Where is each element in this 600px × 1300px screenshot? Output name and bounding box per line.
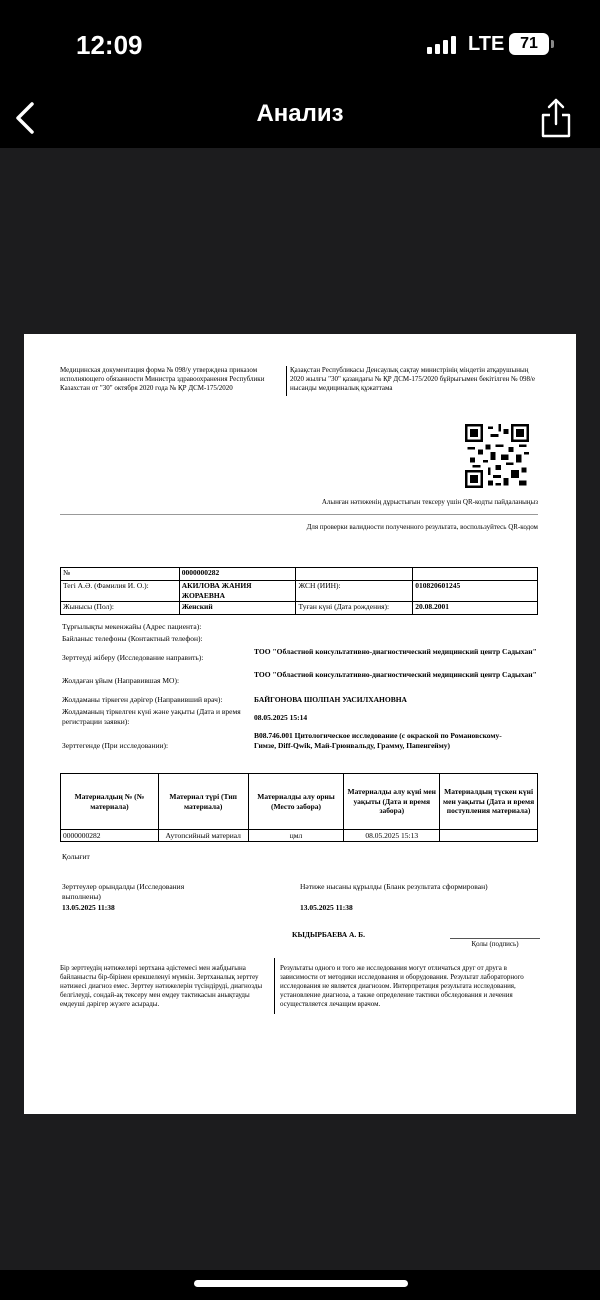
patient-name-value: АКИЛОВА ЖАНИЯ ЖОРАЕВНА: [179, 581, 296, 602]
formed-value: 13.05.2025 11:38: [300, 903, 353, 912]
registration-value: 08.05.2025 15:14: [254, 713, 308, 722]
patient-no-label: №: [61, 568, 180, 581]
network-type: LTE: [468, 33, 505, 55]
patient-sex-label: Жынысы (Пол):: [61, 601, 180, 614]
material-taken-cell: 08.05.2025 15:13: [344, 830, 440, 842]
table-row: [61, 581, 538, 602]
material-type-cell: Аутопсийный материал: [158, 830, 248, 842]
table-row: [61, 601, 538, 614]
material-received-cell: [440, 830, 538, 842]
qr-code: [465, 424, 529, 488]
nav-bar: [0, 90, 600, 148]
battery-tip: [551, 40, 554, 48]
patient-iin-label: ЖСН (ИИН):: [296, 581, 413, 602]
table-row: [61, 568, 538, 581]
patient-no-value: 0000000282: [179, 568, 296, 581]
share-icon: [536, 94, 576, 142]
doctor-label: Жолдаманы тіркеген дәрігер (Направивший врач):: [62, 695, 223, 704]
footer-divider: [274, 958, 275, 1014]
header-right-text: Қазақстан Республикасы Денсаулық сақтау министрінің міндетін атқарушының 2020 жылғы "30" қазандағы № ҚР ДСМ-175/2020 бұйрығымен бекітілген № 098/е нысанды медициналық құжаттама: [290, 366, 536, 393]
phone-label: Байланыс телефоны (Контактный телефон):: [62, 634, 203, 643]
qr-caption-kz: Алынған нәтиженің дұрыстығын тексеру үшін QR-кодты пайдаланыңыз: [321, 498, 538, 506]
column-header: Материалды алу орны (Место забора): [248, 774, 344, 830]
column-header: Материалды алу күні мен уақыты (Дата и время забора): [344, 774, 440, 830]
home-indicator[interactable]: [194, 1280, 408, 1287]
signer-name: КЫДЫРБАЕВА А. Б.: [292, 930, 366, 939]
header-divider: [286, 366, 287, 396]
conclusion-label: Қолығит: [62, 852, 90, 861]
column-header: Материалдың түскен күні мен уақыты (Дата и время поступления материала): [440, 774, 538, 830]
table-row: [61, 830, 538, 842]
column-header: Материалдың № (№ материала): [61, 774, 159, 830]
research-label: Зерттегенде (При исследовании):: [62, 741, 169, 750]
patient-sex-value: Женский: [179, 601, 296, 614]
address-label: Тұрғылықты мекенжайы (Адрес пациента):: [62, 622, 202, 631]
status-bar: [0, 0, 600, 90]
footer-ru-text: Результаты одного и того же исследования могут отличаться друг от друга в зависимости от методики исследования и оборудования. Результат лабораторного исследования не является диагнозом. Интерпретация результата исследования, установление диагноза, а также определение тактики обследования и лечения осуществляется лечащим врачом.: [280, 964, 524, 1009]
materials-table: [60, 773, 538, 842]
patient-dob-value: 20.08.2001: [413, 601, 538, 614]
doctor-value: БАЙГОНОВА ШОЛПАН УАСИЛХАНОВНА: [254, 695, 407, 704]
battery-icon: 71: [509, 33, 549, 55]
completed-value: 13.05.2025 11:38: [62, 903, 115, 912]
direct-to-value: ТОО "Областной консультативно-диагностический медицинский центр Садыхан": [254, 647, 537, 656]
page-title: Анализ: [256, 100, 344, 127]
referring-mo-value: ТОО "Областной консультативно-диагностический медицинский центр Садыхан": [254, 670, 537, 679]
qr-caption-ru: Для проверки валидности полученного результата, воспользуйтесь QR-кодом: [306, 523, 538, 531]
signature-line: [450, 938, 540, 939]
share-button[interactable]: [536, 94, 576, 142]
header-separator: [60, 514, 538, 515]
formed-label: Нәтиже нысаны құрылды (Бланк результата сформирован): [300, 882, 488, 891]
header-left-text: Медицинская документация форма № 098/у утверждена приказом исполняющего обязанности Министра здравоохранения Республики Казахстан от "30" октября 2020 года № ҚР ДСМ-175/2020: [60, 366, 265, 393]
registration-label: Жолдаманың тіркелген күні және уақыты (Дата и время регистрации заявки):: [62, 707, 241, 726]
patient-iin-value: 010820601245: [413, 581, 538, 602]
patient-dob-label: Туған күні (Дата рождения):: [296, 601, 413, 614]
signature-label: Қолы (подпись): [471, 940, 519, 948]
material-place-cell: цмл: [248, 830, 344, 842]
status-time: 12:09: [76, 30, 143, 60]
research-value: B08.746.001 Цитологическое исследование (с окраской по Романовскому-Гимзе, Diff-Qwik, Май-Грюнвальду, Грамму, Папенгейму): [254, 731, 502, 750]
document-page[interactable]: [24, 334, 576, 1114]
material-number-cell: 0000000282: [61, 830, 159, 842]
completed-label: Зерттеулер орындалды (Исследования выполнены): [62, 882, 185, 901]
direct-to-label: Зерттеуді жіберу (Исследование направить):: [62, 653, 204, 662]
patient-name-label: Тегі А.Ә. (Фамилия И. О.):: [61, 581, 180, 602]
patient-table: [60, 567, 538, 615]
referring-mo-label: Жолдаған ұйым (Направившая МО):: [62, 676, 180, 685]
table-header-row: [61, 774, 538, 830]
cellular-signal-icon: [427, 36, 459, 54]
column-header: Материал түрі (Тип материала): [158, 774, 248, 830]
footer-kz-text: Бір зерттеудің нәтижелері зертхана әдістемесі мен жабдығына байланысты бір-бірінен ерекшеленуі мүмкін. Зертханалық зерттеу нәтижесі диагноз емес. Зерттеу нәтижелерін түсіндіруді, диагнозды белгілеуді, сондай-ақ тексеру мен емдеу тактикасын анықтауды емдеуші дәрігер жүзеге асырады.: [60, 964, 263, 1009]
